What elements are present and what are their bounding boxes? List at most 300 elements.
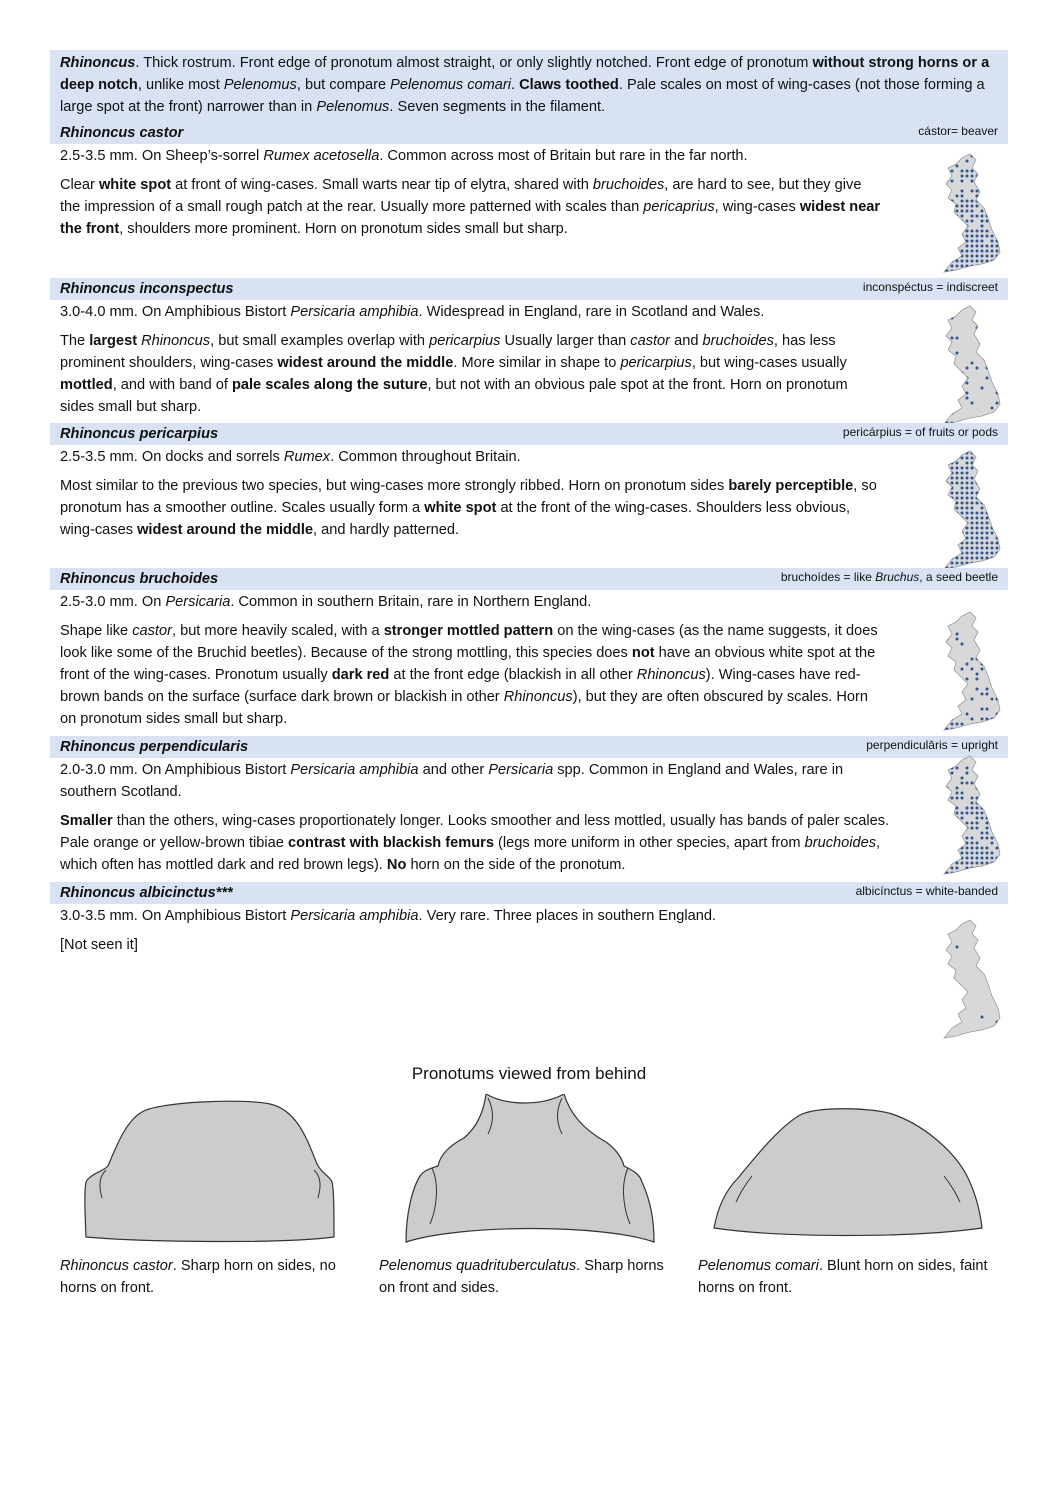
record-dot [941,857,944,860]
intro-italic: Pelenomus [316,99,390,115]
record-dot [986,867,989,870]
record-dot [966,552,969,555]
record-dot [951,180,954,183]
record-dot [971,872,974,875]
record-dot [941,472,944,475]
record-dot [951,547,954,550]
record-dot [946,205,949,208]
record-dot [971,542,974,545]
record-dot [986,472,989,475]
record-dot [951,482,954,485]
record-dot [956,723,959,726]
record-dot [951,317,954,320]
record-dot [966,382,969,385]
record-dot [991,547,994,550]
record-dot [981,708,984,711]
record-dot [951,235,954,238]
record-dot [941,477,944,480]
record-dot [966,472,969,475]
record-dot [986,807,989,810]
record-dot [976,552,979,555]
record-dot [986,827,989,830]
record-dot [976,827,979,830]
record-dot [991,472,994,475]
record-dot [971,220,974,223]
record-dot [996,497,999,500]
record-dot [956,633,959,636]
record-dot [976,658,979,661]
record-dot [946,265,949,268]
record-dot [966,532,969,535]
record-dot [966,807,969,810]
record-dot [961,477,964,480]
record-dot [946,367,949,370]
record-dot [946,537,949,540]
record-dot [986,693,989,696]
figure-caption: Pelenomus comari. Blunt horn on sides, faint horns on front. [698,1258,988,1296]
species-section-pericarpius [50,423,1008,568]
record-dot [986,497,989,500]
record-dot [941,728,944,731]
record-dot [976,802,979,805]
record-dot [961,250,964,253]
record-dot [976,175,979,178]
record-dot [991,467,994,470]
record-dot [991,250,994,253]
record-dot [971,482,974,485]
record-dot [946,482,949,485]
record-dot [951,842,954,845]
record-dot [966,175,969,178]
record-dot [951,847,954,850]
record-dot [991,728,994,731]
record-dot [976,497,979,500]
record-dot [986,377,989,380]
record-dot [951,708,954,711]
record-dot [996,170,999,173]
record-dot [956,352,959,355]
record-dot [991,462,994,465]
record-dot [986,185,989,188]
record-dot [961,225,964,228]
distribution-map [926,608,1004,732]
record-dot [981,200,984,203]
record-dot [976,165,979,168]
record-dot [996,220,999,223]
record-dot [966,542,969,545]
record-dot [986,180,989,183]
record-dot [966,457,969,460]
record-dot [941,698,944,701]
genus-intro [50,50,1008,122]
record-dot [986,417,989,420]
record-dot [956,867,959,870]
record-dot [956,827,959,830]
record-dot [976,327,979,330]
record-dot [941,872,944,875]
record-dot [981,230,984,233]
record-dot [991,332,994,335]
record-dot [981,772,984,775]
record-dot [986,562,989,565]
record-dot [961,210,964,213]
record-dot [946,190,949,193]
record-dot [966,527,969,530]
record-dot [976,502,979,505]
record-dot [941,235,944,238]
record-dot [981,872,984,875]
record-dot [946,210,949,213]
record-dot [941,557,944,560]
record-dot [986,462,989,465]
record-dot [941,777,944,780]
record-dot [981,648,984,651]
record-dot [961,482,964,485]
record-dot [961,862,964,865]
species-section-bruchoides [50,568,1008,736]
record-dot [966,767,969,770]
record-dot [951,220,954,223]
record-dot [941,260,944,263]
record-dot [966,210,969,213]
record-dot [951,457,954,460]
record-dot [996,562,999,565]
record-dot [981,537,984,540]
species-header [50,122,1008,144]
record-dot [986,175,989,178]
record-dot [951,240,954,243]
record-dot [981,265,984,268]
record-dot [981,517,984,520]
record-dot [976,457,979,460]
record-dot [941,522,944,525]
record-dot [981,250,984,253]
record-dot [951,517,954,520]
record-dot [956,397,959,400]
record-dot [956,160,959,163]
record-dot [951,250,954,253]
record-dot [941,837,944,840]
record-dot [996,557,999,560]
record-dot [961,195,964,198]
record-dot [941,492,944,495]
record-dot [946,713,949,716]
record-dot [941,205,944,208]
record-dot [981,782,984,785]
pronotum-comari-illustration [712,1094,988,1244]
species-name: Rhinoncus inconspectus [60,281,234,297]
record-dot [996,215,999,218]
record-dot [991,245,994,248]
record-dot [951,372,954,375]
record-dot [956,502,959,505]
record-dot [991,457,994,460]
figure-caption: Pelenomus quadrituberculatus. Sharp horns on front and sides. [379,1258,664,1296]
record-dot [946,862,949,865]
record-dot [991,235,994,238]
record-dot [971,170,974,173]
record-dot [941,517,944,520]
record-dot [976,767,979,770]
record-dot [991,357,994,360]
record-dot [996,352,999,355]
record-dot [966,240,969,243]
record-dot [996,653,999,656]
record-dot [956,557,959,560]
record-dot [971,240,974,243]
record-dot [946,628,949,631]
record-dot [941,807,944,810]
record-dot [956,387,959,390]
record-dot [981,552,984,555]
record-dot [956,507,959,510]
record-dot [991,837,994,840]
record-dot [956,255,959,258]
record-dot [961,467,964,470]
record-dot [976,847,979,850]
record-dot [946,255,949,258]
record-dot [951,357,954,360]
record-dot [966,857,969,860]
record-dot [981,487,984,490]
record-dot [941,195,944,198]
record-dot [946,497,949,500]
record-dot [991,817,994,820]
record-dot [971,812,974,815]
record-dot [986,832,989,835]
record-dot [941,618,944,621]
record-dot [966,462,969,465]
record-dot [956,462,959,465]
record-dot [961,537,964,540]
record-dot [961,457,964,460]
record-dot [946,215,949,218]
record-dot [956,457,959,460]
record-dot [961,782,964,785]
record-dot [981,847,984,850]
record-dot [986,847,989,850]
record-dot [951,215,954,218]
record-dot [966,728,969,731]
record-dot [961,205,964,208]
record-dot [991,407,994,410]
record-dot [986,352,989,355]
record-dot [986,688,989,691]
record-dot [961,777,964,780]
record-dot [981,170,984,173]
record-dot [961,215,964,218]
record-dot [996,718,999,721]
record-dot [986,787,989,790]
record-dot [956,522,959,525]
record-dot [956,552,959,555]
record-dot [981,165,984,168]
record-dot [961,872,964,875]
record-dot [981,477,984,480]
record-dot [981,693,984,696]
record-dot [961,797,964,800]
record-dot [996,457,999,460]
record-dot [956,512,959,515]
record-dot [946,170,949,173]
species-section-albicinctus [50,882,1008,1032]
record-dot [941,185,944,188]
record-dot [956,797,959,800]
record-dot [986,160,989,163]
record-dot [946,547,949,550]
record-dot [981,618,984,621]
record-dot [986,482,989,485]
record-dot [986,492,989,495]
record-dot [996,467,999,470]
record-dot [946,867,949,870]
record-dot [956,527,959,530]
record-dot [941,613,944,616]
record-dot [981,857,984,860]
record-dot [941,832,944,835]
record-dot [941,452,944,455]
intro-italic: Pelenomus [223,77,297,93]
record-dot [966,482,969,485]
record-dot [976,678,979,681]
record-dot [996,462,999,465]
record-dot [981,718,984,721]
distribution-map [926,302,1004,426]
record-dot [981,417,984,420]
record-dot [976,200,979,203]
record-dot [981,557,984,560]
record-dot [991,512,994,515]
record-dot [976,270,979,273]
record-dot [956,337,959,340]
record-dot [991,698,994,701]
record-dot [986,517,989,520]
record-dot [946,487,949,490]
record-dot [946,527,949,530]
record-dot [966,782,969,785]
record-dot [986,230,989,233]
record-dot [971,200,974,203]
record-dot [976,532,979,535]
record-dot [976,817,979,820]
record-dot [986,852,989,855]
record-dot [981,210,984,213]
record-dot [996,270,999,273]
record-dot [981,862,984,865]
record-dot [956,165,959,168]
record-dot [941,377,944,380]
record-dot [961,270,964,273]
record-dot [981,522,984,525]
record-dot [951,1001,954,1004]
species-description: Smaller than the others, wing-cases proportionately longer. Looks smoother and less mottled, usually has bands of paler scales. Pale orange or yellow-brown tibiae contrast with blackish femurs (legs more uniform in other species, apart from bruchoides, which often has mottled dark and red brown legs). No horn on the side of the pronotum. [60,813,890,873]
record-dot [966,678,969,681]
record-dot [996,165,999,168]
record-dot [971,250,974,253]
record-dot [971,527,974,530]
record-dot [981,663,984,666]
record-dot [951,527,954,530]
record-dot [941,542,944,545]
record-dot [941,797,944,800]
record-dot [941,552,944,555]
record-dot [991,240,994,243]
record-dot [946,387,949,390]
record-dot [961,175,964,178]
intro-text: . Thick rostrum. Front edge of pronotum almost straight, or only slightly notched. Front edge of pronotum [135,55,813,71]
record-dot [941,210,944,213]
record-dot [951,210,954,213]
record-dot [976,190,979,193]
record-dot [946,562,949,565]
record-dot [981,807,984,810]
record-dot [956,215,959,218]
record-dot [961,220,964,223]
record-dot [946,502,949,505]
distribution-map [926,447,1004,571]
record-dot [956,497,959,500]
record-dot [946,757,949,760]
record-dot [961,792,964,795]
record-dot [946,827,949,830]
record-dot [966,492,969,495]
record-dot [946,417,949,420]
record-dot [976,673,979,676]
record-dot [986,837,989,840]
record-dot [981,245,984,248]
record-dot [956,467,959,470]
record-dot [971,552,974,555]
record-dot [941,307,944,310]
record-dot [981,472,984,475]
record-dot [961,723,964,726]
record-dot [996,802,999,805]
record-dot [986,220,989,223]
record-dot [951,772,954,775]
record-dot [966,250,969,253]
species-name: Rhinoncus pericarpius [60,426,219,442]
record-dot [986,872,989,875]
record-dot [976,180,979,183]
species-description: Clear white spot at front of wing-cases. Small warts near tip of elytra, shared with bruchoides, are hard to see, but they give the impression of a small rough patch at the rear. Usually more patterned with scales than pericaprius, wing-cases widest near the front, shoulders more prominent. Horn on pronotum sides small but sharp. [60,177,881,237]
record-dot [991,613,994,616]
record-dot [971,852,974,855]
record-dot [981,160,984,163]
record-dot [996,452,999,455]
record-dot [966,517,969,520]
record-dot [951,688,954,691]
record-dot [986,723,989,726]
record-dot [976,557,979,560]
record-dot [941,225,944,228]
etymology: perpendiculāris = upright [866,738,998,752]
record-dot [946,467,949,470]
record-dot [996,185,999,188]
record-dot [961,200,964,203]
record-dot [991,507,994,510]
record-dot [991,497,994,500]
record-dot [941,867,944,870]
record-dot [966,502,969,505]
record-dot [996,547,999,550]
record-dot [991,663,994,666]
record-dot [956,382,959,385]
record-dot [956,250,959,253]
record-dot [956,618,959,621]
genus-name: Rhinoncus [60,55,136,71]
record-dot [971,467,974,470]
record-dot [946,230,949,233]
